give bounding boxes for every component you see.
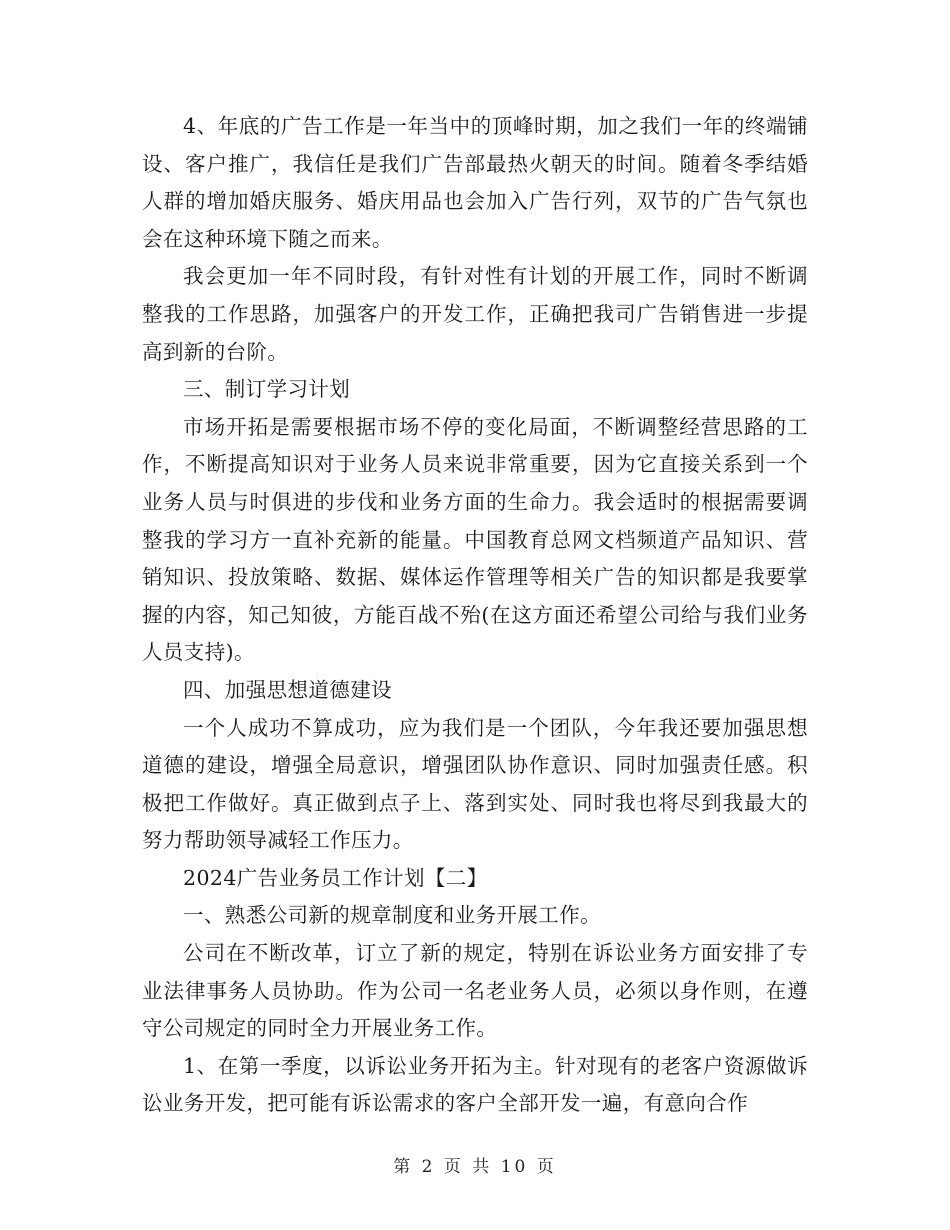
section-heading-ethics: 四、加强思想道德建设 — [183, 677, 392, 702]
paragraph-ethics: 一个人成功不算成功，应为我们是一个团队，今年我还要加强思想道德的建设，增强全局意识，增强团队协作意识、同时加强责任感。积极把工作做好。真正做到点子上、落到实处、同时我也将尽到我最大的努力帮助领导减轻工作压力。 — [142, 715, 808, 853]
paragraph-study-plan: 市场开拓是需要根据市场不停的变化局面，不断调整经营思路的工作，不断提高知识对于业务人员来说非常重要，因为它直接关系到一个业务人员与时俱进的步伐和业务方面的生命力。我会适时的根据需要调整我的学习方一直补充新的能量。中国教育总网文档频道产品知识、营销知识、投放策略、数据、媒体运作管理等相关广告的知识都是我要掌握的内容，知己知彼，方能百战不殆(在这方面还希望公司给与我们业务人员支持)。 — [142, 414, 808, 665]
page-number-footer: 第 2 页 共 10 页 — [393, 1157, 557, 1177]
paragraph-company-reform: 公司在不断改革，订立了新的规定，特别在诉讼业务方面安排了专业法律事务人员协助。作为公司一名老业务人员，必须以身作则，在遵守公司规定的同时全力开展业务工作。 — [142, 941, 808, 1041]
section-heading-regulations: 一、熟悉公司新的规章制度和业务开展工作。 — [183, 903, 601, 928]
paragraph-first-quarter: 1、在第一季度，以诉讼业务开拓为主。针对现有的老客户资源做诉讼业务开发，把可能有诉讼需求的客户全部开发一遍，有意向合作 — [142, 1053, 808, 1116]
section-heading-plan-two: 2024广告业务员工作计划【二】 — [183, 865, 488, 890]
section-heading-study-plan: 三、制订学习计划 — [183, 377, 351, 402]
document-body — [142, 108, 808, 1123]
paragraph-year-end-peak: 4、年底的广告工作是一年当中的顶峰时期，加之我们一年的终端铺设、客户推广，我信任是我们广告部最热火朝天的时间。随着冬季结婚人群的增加婚庆服务、婚庆用品也会加入广告行列，双节的广告气氛也会在这种环境下随之而来。 — [142, 114, 808, 251]
paragraph-work-adjustment: 我会更加一年不同时段，有针对性有计划的开展工作，同时不断调整我的工作思路，加强客户的开发工作，正确把我司广告销售进一步提高到新的台阶。 — [142, 264, 808, 364]
